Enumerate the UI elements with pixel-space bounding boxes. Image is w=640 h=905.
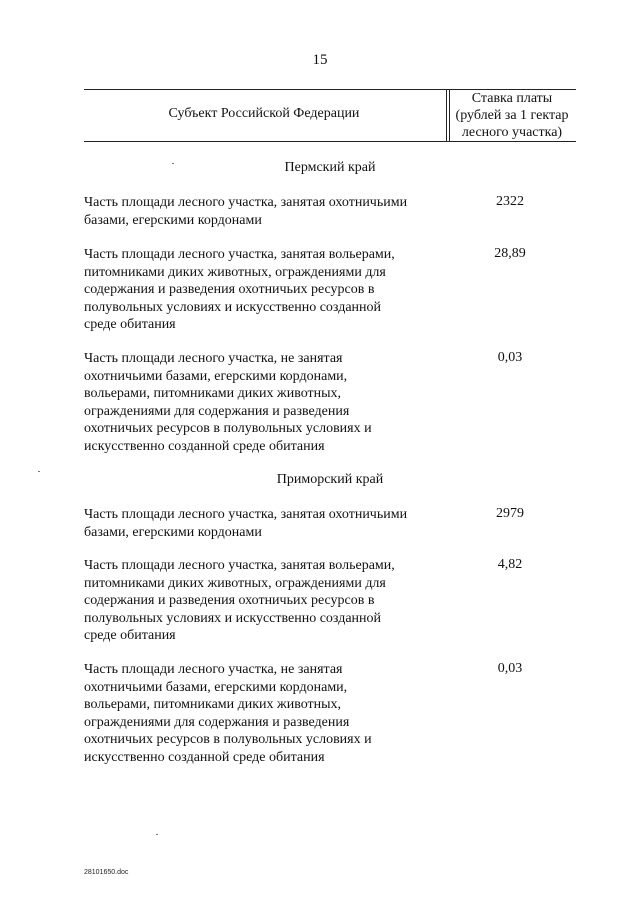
row-description-line: искусственно созданной среде обитания <box>84 749 325 765</box>
row-rate-value: 2979 <box>496 506 524 521</box>
row-description-line: Часть площади лесного участка, занятая вольерами, <box>84 247 395 262</box>
row-rate-value: 0,03 <box>497 661 523 676</box>
row-description-line: вольерами, питомниками диких животных, <box>84 386 342 401</box>
row-description <box>84 661 444 766</box>
row-description-line: содержания и разведения охотничьих ресурсов в <box>84 593 375 608</box>
scan-speck <box>156 834 158 835</box>
row-description-line: вольерами, питомниками диких животных, <box>84 697 342 712</box>
column-header-rate <box>448 90 576 141</box>
row-description-line: ограждениями для содержания и разведения <box>84 714 350 730</box>
column-header-rate-line: (рублей за 1 гектар <box>455 108 569 123</box>
row-description <box>84 506 444 541</box>
row-rate-value: 0,03 <box>497 350 523 365</box>
row-description-line: Часть площади лесного участка, не занятая <box>84 662 343 677</box>
page-number: 15 <box>312 52 328 68</box>
column-header-subject: Субъект Российской Федерации <box>168 106 360 121</box>
column-header-rate-line: Ставка платы <box>471 91 553 106</box>
table-header-bottom-rule <box>84 141 576 142</box>
row-description <box>84 246 444 334</box>
row-rate-value: 2322 <box>496 194 524 209</box>
row-description-line: базами, егерскими кордонами <box>84 524 262 540</box>
row-description <box>84 557 444 645</box>
row-description-line: охотничьими базами, егерскими кордонами, <box>84 679 348 695</box>
row-description-line: Часть площади лесного участка, занятая вольерами, <box>84 558 395 573</box>
row-description-line: питомниками диких животных, ограждениями для <box>84 575 386 591</box>
row-description-line: содержания и разведения охотничьих ресурсов в <box>84 282 375 297</box>
row-description <box>84 194 444 229</box>
row-description-line: ограждениями для содержания и разведения <box>84 403 350 419</box>
row-description-line: искусственно созданной среде обитания <box>84 438 325 454</box>
row-rate-value: 4,82 <box>497 557 523 572</box>
row-description-line: питомниками диких животных, ограждениями для <box>84 264 386 280</box>
row-rate-value: 28,89 <box>494 246 526 261</box>
row-description-line: среде обитания <box>84 317 176 332</box>
row-description-line: Часть площади лесного участка, занятая охотничьими <box>84 195 408 210</box>
row-description-line: полувольных условиях и искусственно созданной <box>84 299 382 315</box>
scan-speck <box>172 163 174 164</box>
row-description-line: охотничьими базами, егерскими кордонами, <box>84 368 348 384</box>
column-header-rate-line: лесного участка) <box>461 125 563 140</box>
row-description-line: среде обитания <box>84 628 176 643</box>
table-header-divider <box>446 89 447 141</box>
scan-speck <box>38 471 40 472</box>
row-description-line: Часть площади лесного участка, не занятая <box>84 351 343 366</box>
row-description-line: охотничьих ресурсов в полувольных условиях и <box>84 421 372 436</box>
row-description-line: Часть площади лесного участка, занятая охотничьими <box>84 507 408 522</box>
document-filename: 28101650.doc <box>84 869 129 876</box>
row-description-line: полувольных условиях и искусственно созданной <box>84 610 382 626</box>
row-description-line: базами, егерскими кордонами <box>84 212 262 228</box>
region-heading: Приморский край <box>276 472 384 487</box>
row-description-line: охотничьих ресурсов в полувольных условиях и <box>84 732 372 747</box>
row-description <box>84 350 444 455</box>
region-heading: Пермский край <box>284 160 376 175</box>
